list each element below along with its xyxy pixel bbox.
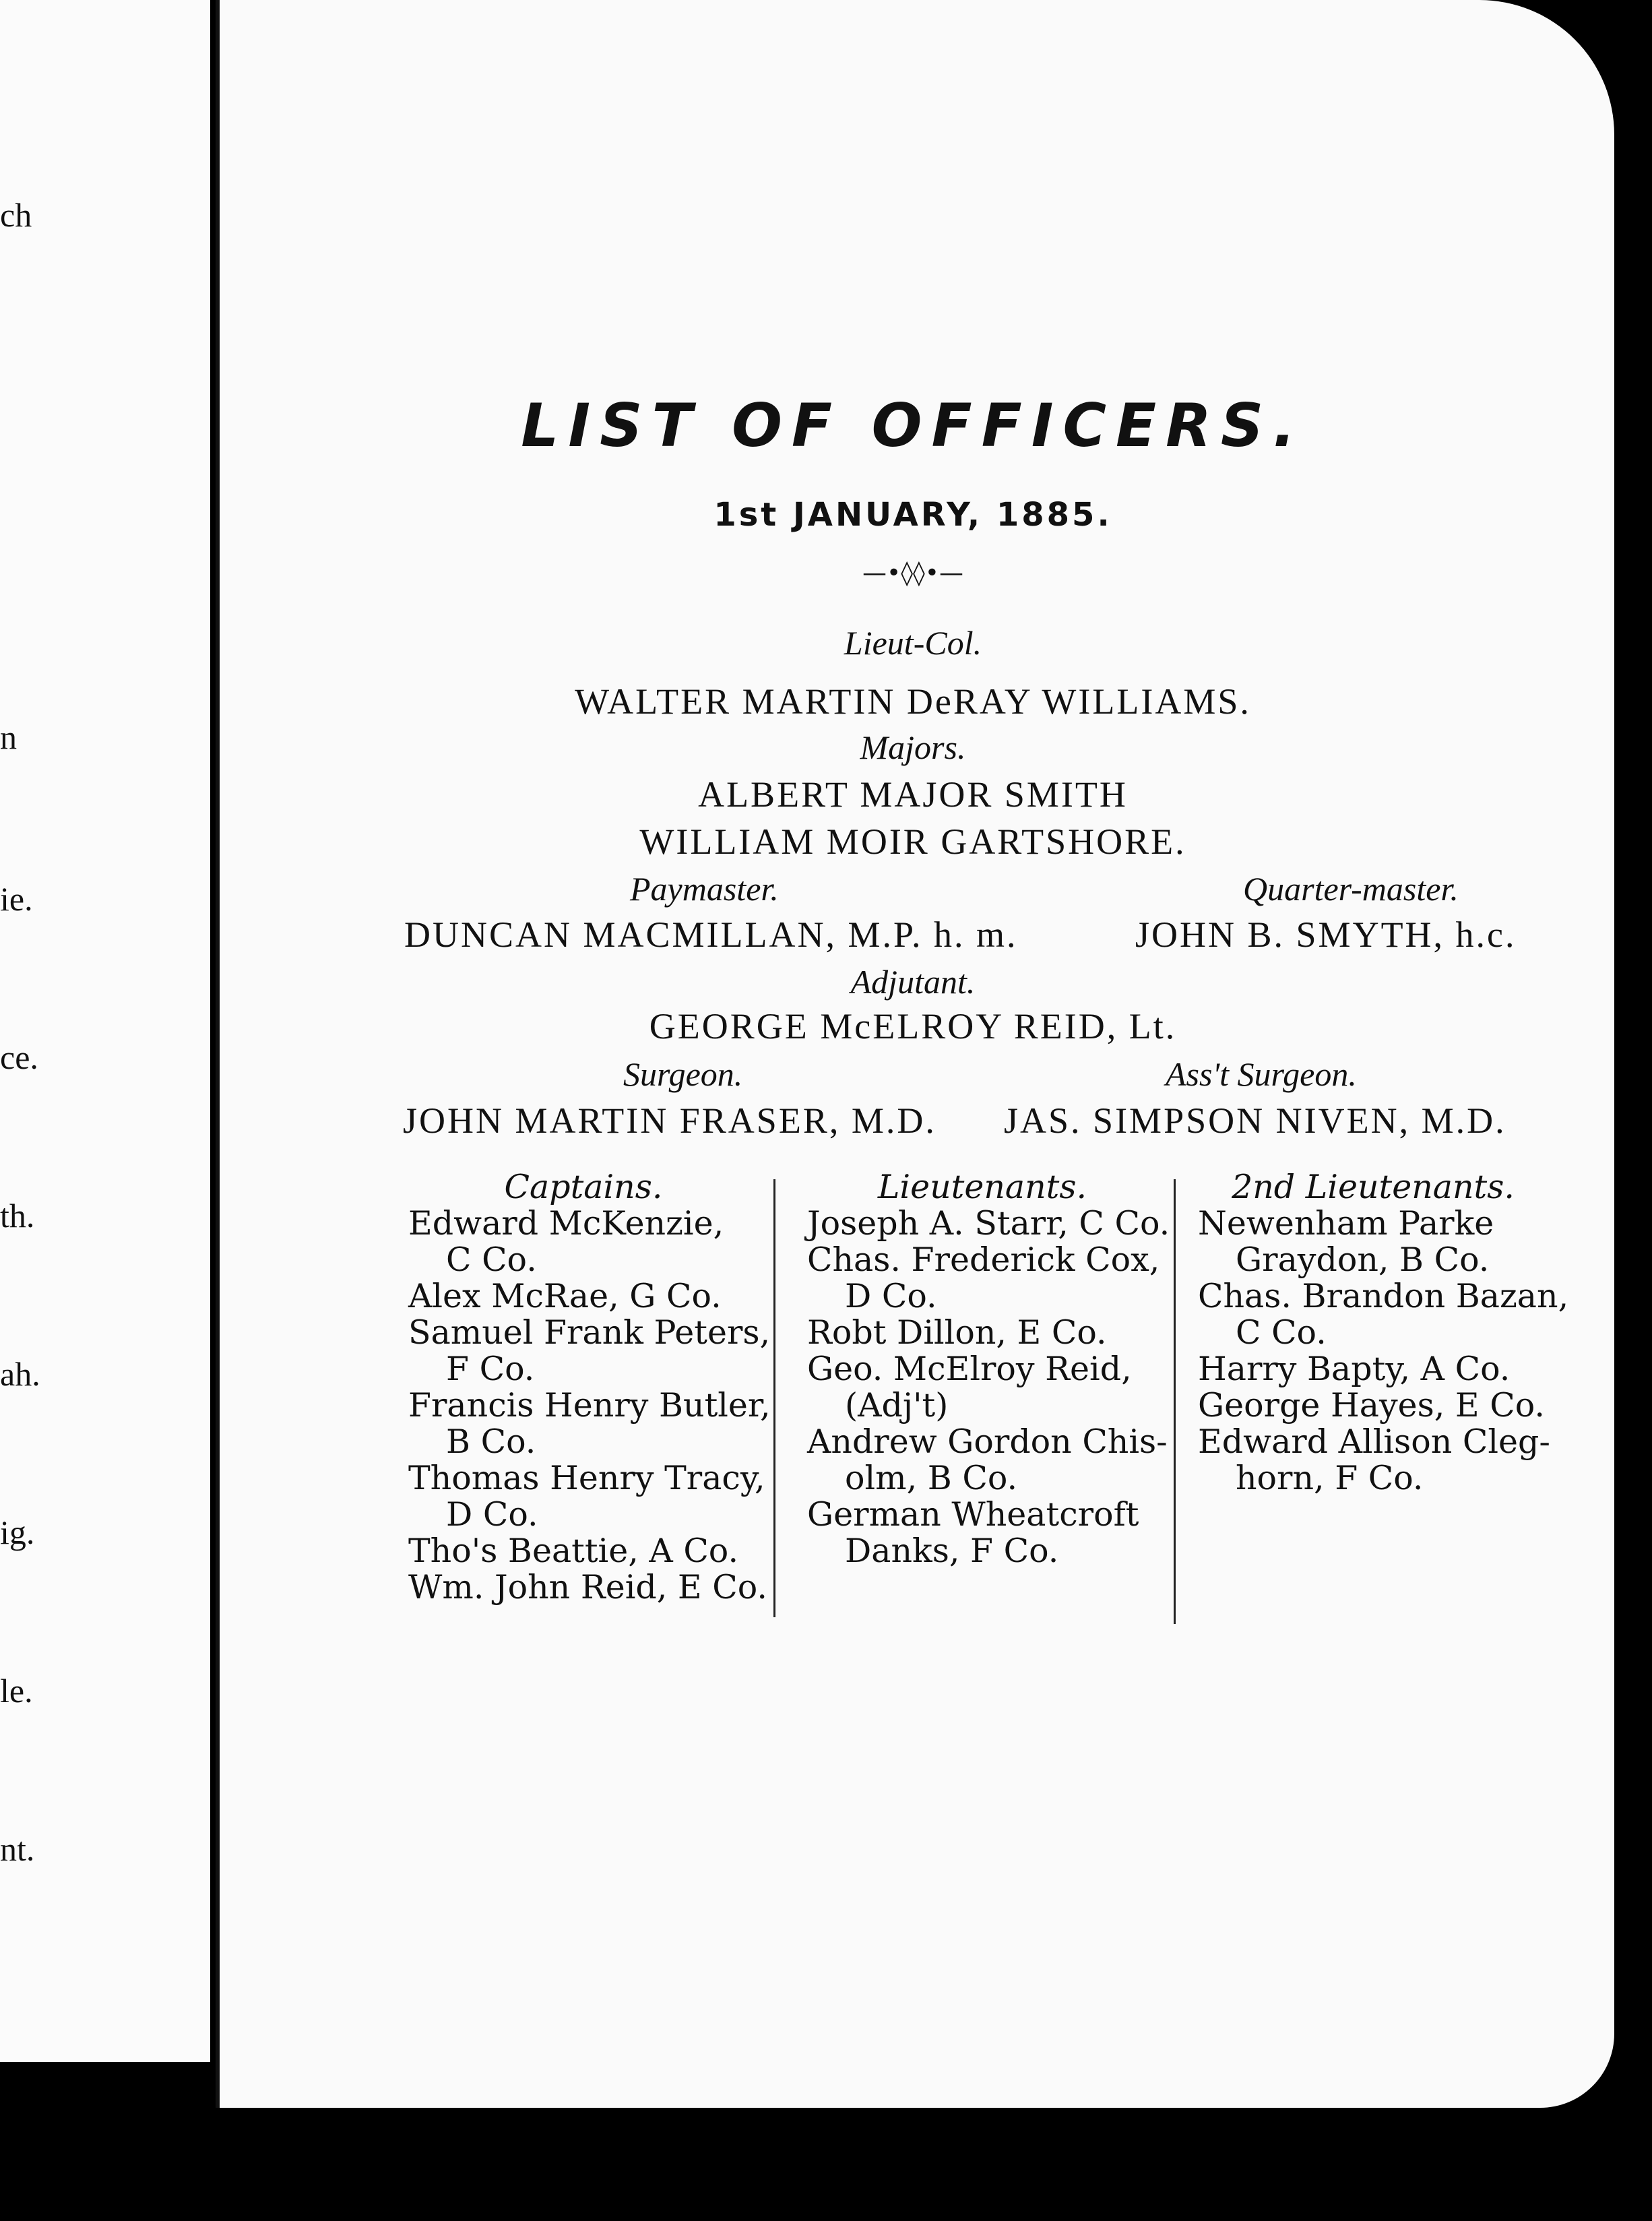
list-item: Edward McKenzie, [408, 1204, 724, 1243]
list-item: Danks, F Co. [845, 1532, 1059, 1570]
left-page-fragment: th. [0, 1197, 35, 1234]
asst-surgeon-label: Ass't Surgeon. [1166, 1055, 1357, 1093]
second-lieutenants-heading: 2nd Lieutenants. [1232, 1168, 1515, 1206]
adjutant-name: GEORGE McELROY REID, Lt. [649, 1006, 1177, 1046]
list-item: Edward Allison Cleg- [1198, 1422, 1550, 1461]
adjutant-label: Adjutant. [850, 963, 976, 1001]
ornament-divider: —•◊◊•— [862, 559, 964, 587]
majors-label: Majors. [860, 728, 966, 766]
list-item: Samuel Frank Peters, [408, 1313, 771, 1352]
lieutenants-column [807, 1168, 1170, 1570]
surgeon-name: JOHN MARTIN FRASER, M.D. [403, 1100, 936, 1141]
surgeon-label: Surgeon. [623, 1055, 743, 1093]
list-item: Geo. McElroy Reid, [807, 1350, 1132, 1388]
lt-col-name: WALTER MARTIN DeRAY WILLIAMS. [575, 681, 1251, 722]
captains-heading: Captains. [504, 1168, 663, 1206]
left-page-fragment: ah. [0, 1355, 40, 1393]
list-item: D Co. [446, 1495, 538, 1534]
list-item: German Wheatcroft [807, 1495, 1139, 1534]
captains-column [408, 1168, 771, 1606]
second-lieutenants-column [1198, 1168, 1569, 1497]
lieutenants-heading: Lieutenants. [877, 1168, 1087, 1206]
list-item: Joseph A. Starr, C Co. [807, 1204, 1170, 1243]
list-item: Harry Bapty, A Co. [1198, 1350, 1511, 1388]
list-item: Thomas Henry Tracy, [408, 1459, 765, 1497]
left-page-fragment: nt. [0, 1830, 35, 1868]
paymaster-label: Paymaster. [630, 870, 779, 908]
asst-surgeon-name: JAS. SIMPSON NIVEN, M.D. [1004, 1100, 1506, 1141]
left-page [0, 0, 210, 2062]
list-item: Chas. Brandon Bazan, [1198, 1277, 1569, 1315]
lt-col-label: Lieut-Col. [844, 624, 982, 662]
left-page-fragment: ie. [0, 880, 33, 918]
left-page-fragment: ce. [0, 1038, 38, 1076]
list-item: C Co. [446, 1241, 537, 1279]
page-date: 1st JANUARY, 1885. [713, 496, 1112, 534]
list-item: D Co. [845, 1277, 937, 1315]
list-item: horn, F Co. [1236, 1459, 1424, 1497]
left-page-fragment: ig. [0, 1513, 35, 1551]
quartermaster-label: Quarter-master. [1243, 870, 1459, 908]
list-item: Chas. Frederick Cox, [807, 1241, 1160, 1279]
list-item: Wm. John Reid, E Co. [408, 1568, 767, 1606]
list-item: Robt Dillon, E Co. [807, 1313, 1107, 1352]
paymaster-name: DUNCAN MACMILLAN, M.P. h. m. [404, 914, 1018, 955]
list-item: Andrew Gordon Chis- [807, 1422, 1168, 1461]
list-item: C Co. [1236, 1313, 1327, 1352]
major-name: ALBERT MAJOR SMITH [698, 774, 1128, 815]
list-item: olm, B Co. [845, 1459, 1018, 1497]
page-title: LIST OF OFFICERS. [521, 391, 1305, 460]
list-item: Francis Henry Butler, [408, 1386, 771, 1425]
list-item: Alex McRae, G Co. [408, 1277, 722, 1315]
left-page-fragment: ch [0, 196, 32, 234]
list-item: Newenham Parke [1198, 1204, 1494, 1243]
column-divider [1174, 1179, 1176, 1624]
list-item: (Adj't) [845, 1386, 949, 1425]
list-item: George Hayes, E Co. [1198, 1386, 1545, 1425]
left-page-fragment: le. [0, 1672, 33, 1710]
list-item: Graydon, B Co. [1236, 1241, 1490, 1279]
list-item: F Co. [446, 1350, 535, 1388]
list-item: Tho's Beattie, A Co. [408, 1532, 739, 1570]
quartermaster-name: JOHN B. SMYTH, h.c. [1135, 914, 1517, 955]
list-item: B Co. [446, 1422, 536, 1461]
major-name: WILLIAM MOIR GARTSHORE. [639, 821, 1186, 862]
column-divider [773, 1179, 775, 1617]
main-page [216, 0, 1614, 2108]
left-page-fragment: n [0, 718, 17, 756]
